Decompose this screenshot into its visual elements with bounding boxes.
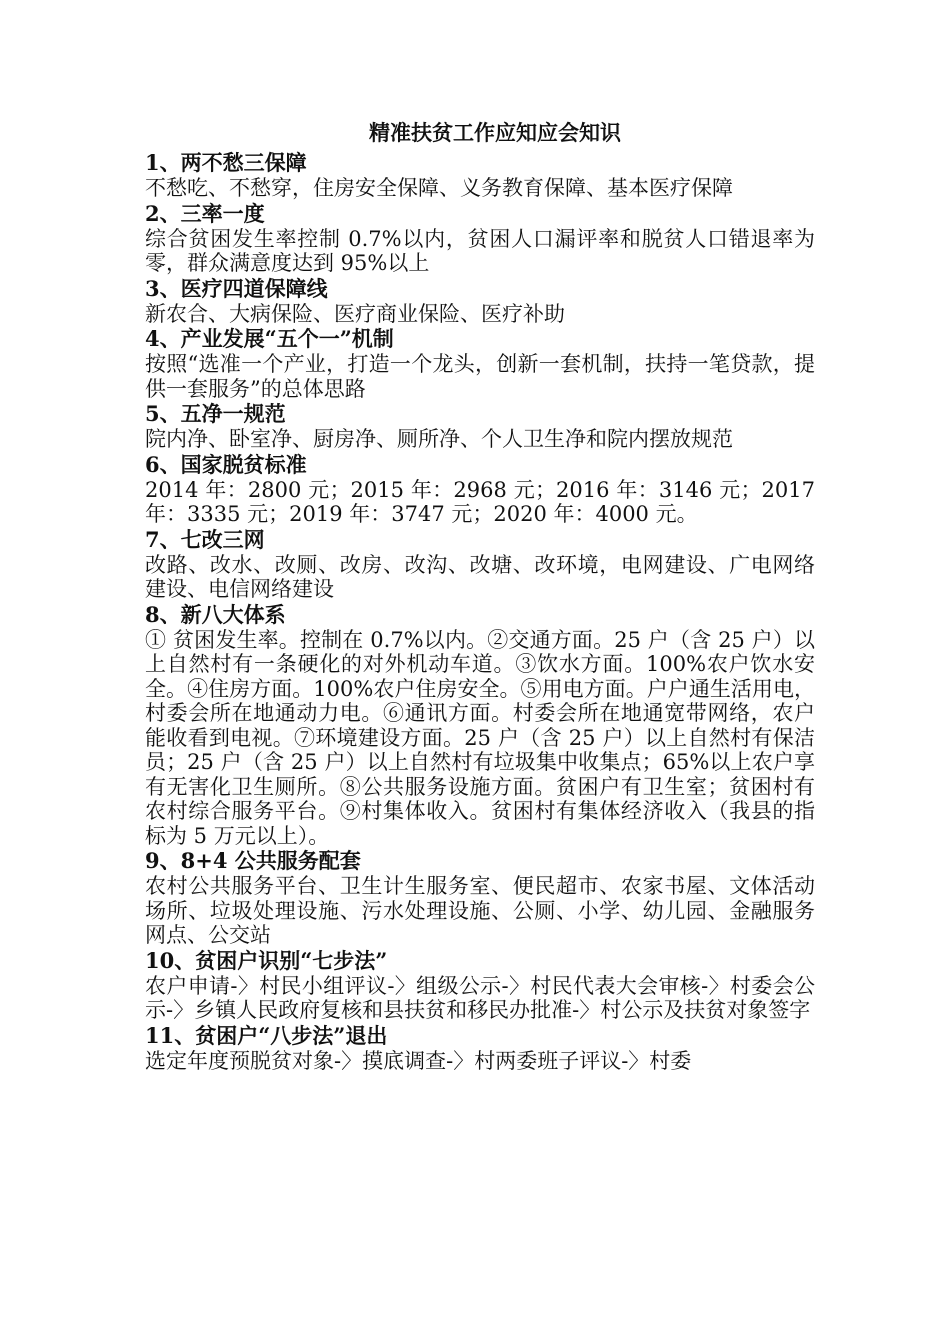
section-heading: 7、七改三网: [145, 526, 265, 552]
section-heading: 1、两不愁三保障: [145, 150, 307, 175]
section-heading: 2、三率一度: [145, 200, 265, 226]
section-heading: 9、8+4 公共服务配套: [145, 848, 361, 873]
section-heading: 8、新八大体系: [145, 601, 286, 627]
section-4: [145, 326, 815, 401]
section-1: [145, 150, 815, 201]
section-8: [145, 602, 815, 849]
section-body: 农户申请-〉村民小组评议-〉组级公示-〉村民代表大会审核-〉村委会公示-〉乡镇人民政府复核和县扶贫和移民办批准-〉村公示及扶贫对象签字: [145, 973, 815, 1022]
document-title: 精准扶贫工作应知应会知识: [369, 120, 621, 145]
document-page: [145, 118, 815, 1073]
section-body: 新农合、大病保险、医疗商业保险、医疗补助: [145, 301, 565, 326]
section-2: [145, 201, 815, 276]
section-heading: 11、贫困户“八步法”退出: [145, 1022, 388, 1048]
section-body: 按照“选准一个产业，打造一个龙头，创新一套机制，扶持一笔贷款，提供一套服务”的总体思路: [145, 352, 815, 401]
section-6: [145, 452, 815, 527]
section-10: [145, 948, 815, 1023]
section-9: [145, 848, 815, 948]
section-body: 选定年度预脱贫对象-〉摸底调查-〉村两委班子评议-〉村委: [145, 1048, 692, 1073]
section-body: 综合贫困发生率控制 0.7%以内，贫困人口漏评率和脱贫人口错退率为零，群众满意度达到 95%以上: [145, 226, 815, 275]
section-body: ① 贫困发生率。控制在 0.7%以内。②交通方面。25 户（含 25 户）以上自然村有一条硬化的对外机动车道。③饮水方面。100%农户饮水安全。④住房方面。100%农户住房安全。⑤用电方面。户户通生活用电，村委会所在地通动力电。⑥通讯方面。村委会所在地通宽带网络，农户能收看到电视。⑦环境建设方面。25 户（含 25 户）以上自然村有保洁员；25 户（含 25 户）以上自然村有垃圾集中收集点；65%以上农户享有无害化卫生厕所。⑧公共服务设施方面。贫困户有卫生室；贫困村有农村综合服务平台。⑨村集体收入。贫困村有集体经济收入（我县的指标为 5 万元以上）。: [145, 627, 815, 848]
section-body: 2014 年：2800 元；2015 年：2968 元；2016 年：3146 元；2017 年：3335 元；2019 年：3747 元；2020 年：4000 元。: [145, 477, 815, 526]
section-body: 院内净、卧室净、厨房净、厕所净、个人卫生净和院内摆放规范: [145, 427, 733, 451]
section-heading: 10、贫困户识别“七步法”: [145, 947, 388, 973]
section-3: [145, 276, 815, 327]
section-heading: 4、产业发展“五个一”机制: [145, 326, 394, 351]
section-body: 改路、改水、改厕、改房、改沟、改塘、改环境，电网建设、广电网络建设、电信网络建设: [145, 552, 815, 601]
section-heading: 3、医疗四道保障线: [145, 275, 328, 301]
section-heading: 6、国家脱贫标准: [145, 451, 307, 477]
section-7: [145, 527, 815, 602]
section-body: 农村公共服务平台、卫生计生服务室、便民超市、农家书屋、文体活动场所、垃圾处理设施、污水处理设施、公厕、小学、幼儿园、金融服务网点、公交站: [145, 874, 815, 947]
section-body: 不愁吃、不愁穿，住房安全保障、义务教育保障、基本医疗保障: [145, 176, 733, 200]
section-5: [145, 401, 815, 452]
section-heading: 5、五净一规范: [145, 401, 286, 426]
section-11: [145, 1023, 815, 1074]
